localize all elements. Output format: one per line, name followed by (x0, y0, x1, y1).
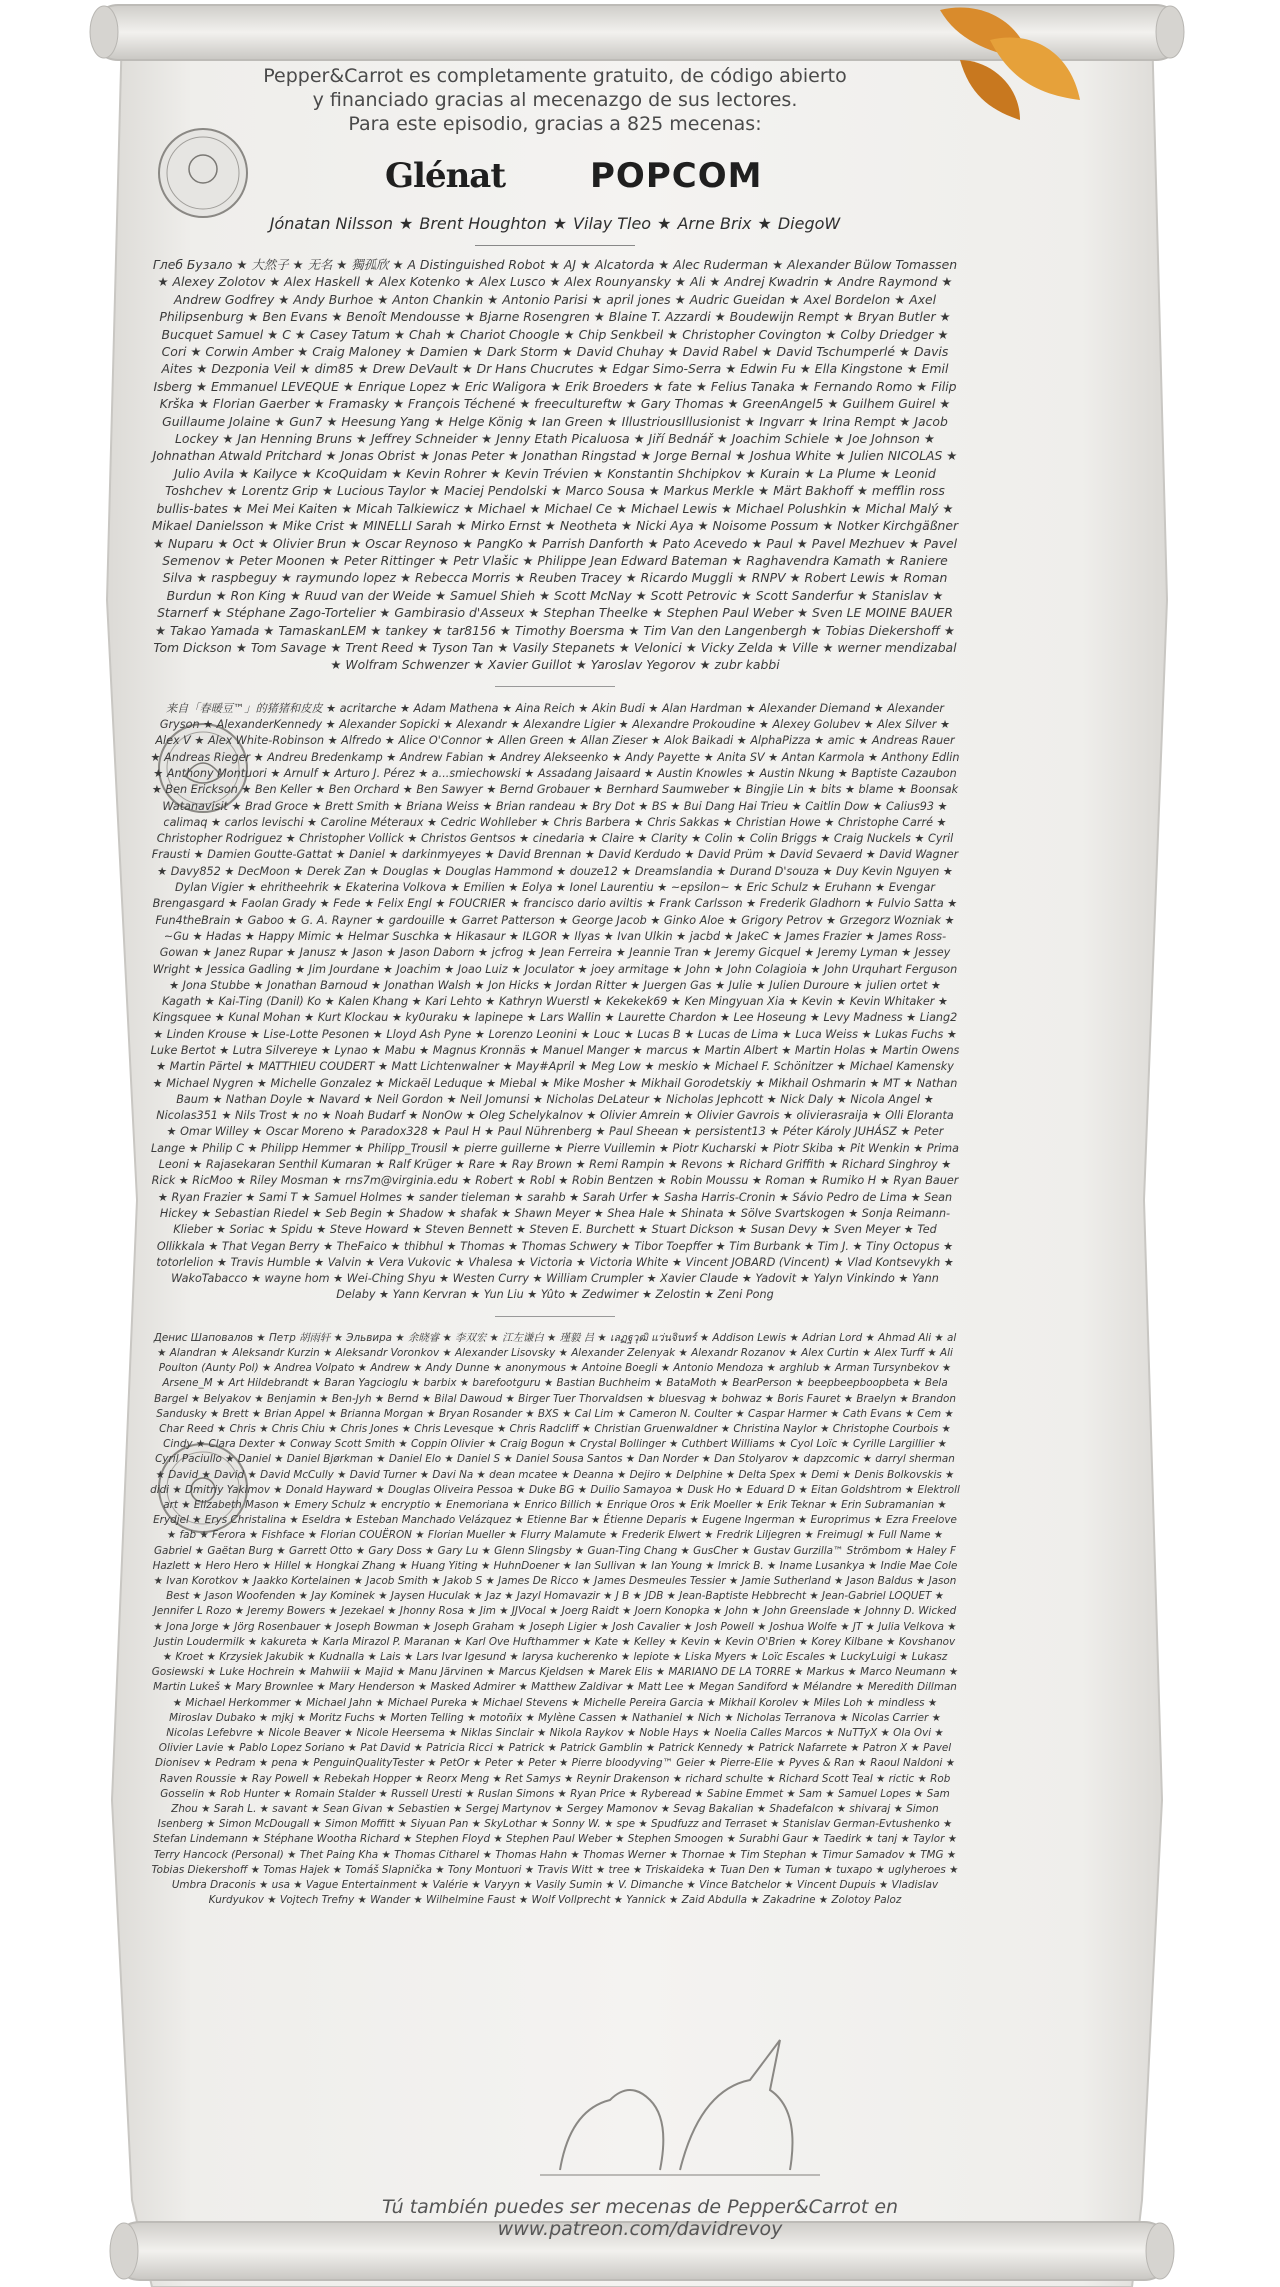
top-patrons: Jónatan Nilsson ★ Brent Houghton ★ Vilay Tleo ★ Arne Brix ★ DiegoW (269, 214, 841, 233)
credits-content (150, 64, 960, 1908)
glenat-logo: Glénat (385, 156, 506, 196)
cat-and-unicorn-sketch (530, 2020, 830, 2190)
top-patron: Jónatan Nilsson (269, 214, 393, 233)
patron-list-tier-3: Денис Шаповалов ★ Петр 胡雨轩 ★ Эльвира ★ 余晓睿 ★ 李双宏 ★ 江左谦白 ★ 瑾毅 吕 ★ เลฏฐวุฒิ แว่นจินทร์ ★ Addison Lewis ★ Adrian Lord ★ Ahmad Ali ★ al ★ Alandran ★ Aleksandr Kurzin ★ Aleksandr Voronkov ★ Alexander Lisovsky ★ Alexander Zelenyak ★ Alexandr Rozanov ★ Alex Curtin ★ Alex Turff ★ Ali Poulton (Aunty Pol) ★ Andrea Volpato ★ Andrew ★ Andy Dunne ★ anonymous ★ Antoine Boegli ★ Antonio Mendoza ★ arghlub ★ Arman Tursynbekov ★ Arsene_M ★ Art Hildebrandt ★ Baran Yagcioglu ★ barbix ★ barefootguru ★ Bastian Buchheim ★ BataMoth ★ BearPerson ★ beepbeepboopbeta ★ Bela Bargel ★ Belyakov ★ Benjamin ★ Ben-Jyh ★ Bernd ★ Bilal Dawoud ★ Birger Tuer Thorvaldsen ★ bluesvag ★ bohwaz ★ Boris Fauret ★ Braelyn ★ Brandon Sandusky ★ Brett ★ Brian Appel ★ Brianna Morgan ★ Bryan Rosander ★ BXS ★ Cal Lim ★ Cameron N. Coulter ★ Caspar Harmer ★ Cath Evans ★ Cem ★ Char Reed ★ Chris ★ Chris Chiu ★ Chris Jones ★ Chris Levesque ★ Chris Radcliff ★ Christian Gruenwaldner ★ Christina Naylor ★ Christophe Courbois ★ Cindy ★ Clara Dexter ★ Conway Scott Smith ★ Coppin Olivier ★ Craig Bogun ★ Crystal Bollinger ★ Cuthbert Williams ★ Cyol Loïc ★ Cyrille Largillier ★ Cyril Paciullo ★ Daniel ★ Daniel Bjørkman ★ Daniel Elo ★ Daniel S ★ Daniel Sousa Santos ★ Dan Norder ★ Dan Stolyarov ★ dapzcomic ★ darryl sherman ★ David ★ David ★ David McCully ★ David Turner ★ Davi Na ★ dean mcatee ★ Deanna ★ Dejiro ★ Delphine ★ Delta Spex ★ Demi ★ Denis Bolkovskis ★ didi ★ Dmitriy Yakimov ★ Donald Hayward ★ Douglas Oliveira Pessoa ★ Duke BG ★ Duilio Samayoa ★ Dusk Ho ★ Eduard D ★ Eitan Goldshtrom ★ Elektroll art ★ Elizabeth Mason ★ Emery Schulz ★ encryptio ★ Enemoriana ★ Enrico Billich ★ Enrique Oros ★ Erik Moeller ★ Erik Teknar ★ Erin Subramanian ★ Erydjel ★ Erys Christalina ★ Eseldra ★ Esteban Manchado Velázquez ★ Etienne Bar ★ Étienne Deparis ★ Eugene Ingerman ★ Europrimus ★ Ezra Freelove ★ fab ★ Ferora ★ Fishface ★ Florian COUËRON ★ Florian Mueller ★ Flurry Malamute ★ Frederik Elwert ★ Fredrik Liljegren ★ Freimugl ★ Full Name ★ Gabriel ★ Gaëtan Burg ★ Garrett Otto ★ Gary Doss ★ Gary Lu ★ Glenn Slingsby ★ Guan-Ting Chang ★ GusCher ★ Gustav Gurzilla™ Strömbom ★ Haley F Hazlett ★ Hero Hero ★ Hillel ★ Hongkai Zhang ★ Huang Yiting ★ HuhnDoener ★ Ian Sullivan ★ Ian Young ★ Imrick B. ★ Iname Lusankya ★ Indie Mae Cole ★ Ivan Korotkov ★ Jaakko Kortelainen ★ Jacob Smith ★ Jakob S ★ James De Ricco ★ James Desmeules Tessier ★ Jamie Sutherland ★ Jason Baldus ★ Jason Best ★ Jason Woofenden ★ Jay Kominek ★ Jaysen Huculak ★ Jaz ★ Jazyl Homavazir ★ J B ★ JDB ★ Jean-Baptiste Hebbrecht ★ Jean-Gabriel LOQUET ★ Jennifer L Rozo ★ Jeremy Bowers ★ Jezekael ★ Jhonny Rosa ★ Jim ★ JJVocal ★ Joerg Raidt ★ Joern Konopka ★ John ★ John Greenslade ★ Johnny D. Wicked ★ Jona Jorge ★ Jörg Rosenbauer ★ Joseph Bowman ★ Joseph Graham ★ Joseph Ligier ★ Josh Cavalier ★ Josh Powell ★ Joshua Wolfe ★ JT ★ Julia Velkova ★ Justin Loudermilk ★ kakureta ★ Karla Mirazol P. Maranan ★ Karl Ove Hufthammer ★ Kate ★ Kelley ★ Kevin ★ Kevin O'Brien ★ Korey Kilbane ★ Kovshanov ★ Kroet ★ Krzysiek Jakubik ★ Kudnalla ★ Lais ★ Lars Ivar Igesund ★ larysa kucherenko ★ lepiote ★ Liska Myers ★ Loïc Escales ★ LuckyLuigi ★ Lukasz Gosiewski ★ Luke Hochrein ★ Mahwiii ★ Majid ★ Manu Järvinen ★ Marcus Kjeldsen ★ Marek Elis ★ MARIANO DE LA TORRE ★ Markus ★ Marco Neumann ★ Martin Lukeš ★ Mary Brownlee ★ Mary Henderson ★ Masked Admirer ★ Matthew Zaldivar ★ Matt Lee ★ Megan Sandiford ★ Mélandre ★ Meredith Dillman ★ Michael Herkommer ★ Michael Jahn ★ Michael Pureka ★ Michael Stevens ★ Michelle Pereira Garcia ★ Mikhail Korolev ★ Miles Loh ★ mindless ★ Miroslav Dubako ★ mjkj ★ Moritz Fuchs ★ Morten Telling ★ motoñix ★ Mylène Cassen ★ Nathaniel ★ Nich ★ Nicholas Terranova ★ Nicolas Carrier ★ Nicolas Lefebvre ★ Nicole Beaver ★ Nicole Heersema ★ Niklas Sinclair ★ Nikola Raykov ★ Noble Hays ★ Noelia Calles Marcos ★ NuTTyX ★ Ola Ovi ★ Olivier Lavie ★ Pablo Lopez Soriano ★ Pat David ★ Patricia Ricci ★ Patrick ★ Patrick Gamblin ★ Patrick Kennedy ★ Patrick Nafarrete ★ Patron X ★ Pavel Dionisev ★ Pedram ★ pena ★ PenguinQualityTester ★ PetOr ★ Peter ★ Peter ★ Pierre bloodyving™ Geier ★ Pierre-Elie ★ Pyves & Ran ★ Raoul Naldoni ★ Raven Roussie ★ Ray Powell ★ Rebekah Hopper ★ Reorx Meng ★ Ret Samys ★ Reynir Drakenson ★ richard schulte ★ Richard Scott Teal ★ rictic ★ Rob Gosselin ★ Rob Hunter ★ Romain Stalder ★ Russell Uresti ★ Ruslan Simons ★ Ryan Price ★ Ryberead ★ Sabine Emmet ★ Sam ★ Samuel Lopes ★ Sam Zhou ★ Sarah L. ★ savant ★ Sean Givan ★ Sebastien ★ Sergej Martynov ★ Sergey Mamonov ★ Sevag Bakalian ★ Shadefalcon ★ shivaraj ★ Simon Isenberg ★ Simon McDougall ★ Simon Moffitt ★ Siyuan Pan ★ SkyLothar ★ Sonny W. ★ spe ★ Spudfuzz and Terraset ★ Stanislav German-Evtushenko ★ Stefan Lindemann ★ Stéphane Wootha Richard ★ Stephen Floyd ★ Stephen Paul Weber ★ Stephen Smoogen ★ Surabhi Gaur ★ Taedirk ★ tanj ★ Taylor ★ Terry Hancock (Personal) ★ Thet Paing Kha ★ Thomas Citharel ★ Thomas Hahn ★ Thomas Werner ★ Thornae ★ Tim Stephan ★ Timur Samadov ★ TMG ★ Tobias Diekershoff ★ Tomas Hajek ★ Tomáš Slapnička ★ Tony Montuori ★ Travis Witt ★ tree ★ Triskaideka ★ Tuan Den ★ Tuman ★ tuxapo ★ uglyheroes ★ Umbra Draconis ★ usa ★ Vague Entertainment ★ Valérie ★ Varyyn ★ Vasily Sumin ★ V. Dimanche ★ Vince Batchelor ★ Vincent Dupuis ★ Vladislav Kurdyukov ★ Vojtech Trefny ★ Wander ★ Wilhelmine Faust ★ Wolf Vollprecht ★ Yannick ★ Zaid Abdulla ★ Zakadrine ★ Zolotoy Paloz (150, 1331, 960, 1907)
patreon-footer: Tú también puedes ser mecenas de Pepper&Carrot en www.patreon.com/davidrevoy (381, 2196, 899, 2240)
top-patron: DiegoW (777, 214, 841, 233)
top-patron: Arne Brix (677, 214, 752, 233)
intro-line-2: y financiado gracias al mecenazgo de sus lectores. (312, 89, 798, 111)
top-patron: Vilay Tleo (573, 214, 652, 233)
divider (495, 1316, 615, 1317)
divider (475, 245, 635, 246)
divider (495, 686, 615, 687)
patron-list-tier-2: 来自「春暖豆™」的猪猪和皮皮 ★ acritarche ★ Adam Mathena ★ Aina Reich ★ Akin Budi ★ Alan Hardman ★ Alexander Diemand ★ Alexander Gryson ★ AlexanderKennedy ★ Alexander Sopicki ★ Alexandr ★ Alexandre Ligier ★ Alexandre Prokoudine ★ Alexey Golubev ★ Alex Silver ★ Alex V ★ Alex White-Robinson ★ Alfredo ★ Alice O'Connor ★ Allen Green ★ Allan Zieser ★ Alok Baikadi ★ AlphaPizza ★ amic ★ Andreas Rauer ★ Andreas Rieger ★ Andreu Bredenkamp ★ Andrew Fabian ★ Andrey Alekseenko ★ Andy Payette ★ Anita SV ★ Antan Karmola ★ Anthony Edlin ★ Anthony Montuori ★ Arnulf ★ Arturo J. Pérez ★ a...smiechowski ★ Assadang Jaisaard ★ Austin Knowles ★ Austin Nkung ★ Baptiste Cazaubon ★ Ben Erickson ★ Ben Keller ★ Ben Orchard ★ Ben Sawyer ★ Bernd Grobauer ★ Bernhard Saumweber ★ Bingjie Lin ★ bits ★ blame ★ Boonsak Watanavisit ★ Brad Groce ★ Brett Smith ★ Briana Weiss ★ Brian randeau ★ Bry Dot ★ BS ★ Bui Dang Hai Trieu ★ Caitlin Dow ★ Calius93 ★ calimaq ★ carlos levischi ★ Caroline Méteraux ★ Cedric Wohlleber ★ Chris Barbera ★ Chris Sakkas ★ Christian Howe ★ Christophe Carré ★ Christopher Rodriguez ★ Christopher Vollick ★ Christos Gentsos ★ cinedaria ★ Claire ★ Clarity ★ Colin ★ Colin Briggs ★ Craig Nuckels ★ Cyril Frausti ★ Damien Goutte-Gattat ★ Daniel ★ darkinmyeyes ★ David Brennan ★ David Kerdudo ★ David Prüm ★ David Sevaerd ★ David Wagner ★ Davy852 ★ DecMoon ★ Derek Zan ★ Douglas ★ Douglas Hammond ★ douze12 ★ Dreamslandia ★ Durand D'souza ★ Duy Kevin Nguyen ★ Dylan Vigier ★ ehritheehrik ★ Ekaterina Volkova ★ Emilien ★ Eolya ★ Ionel Laurentiu ★ ~epsilon~ ★ Eric Schulz ★ Eruhann ★ Evengar Brengasgard ★ Faolan Grady ★ Fede ★ Felix Engl ★ FOUCRIER ★ francisco dario aviltis ★ Frank Carlsson ★ Frederik Gladhorn ★ Fulvio Satta ★ Fun4theBrain ★ Gaboo ★ G. A. Rayner ★ gardouille ★ Garret Patterson ★ George Jacob ★ Ginko Aloe ★ Grigory Petrov ★ Grzegorz Wozniak ★ ~Gu ★ Hadas ★ Happy Mimic ★ Helmar Suschka ★ Hikasaur ★ ILGOR ★ Ilyas ★ Ivan Ulkin ★ jacbd ★ JakeC ★ James Frazier ★ James Ross-Gowan ★ Janez Rupar ★ Janusz ★ Jason ★ Jason Daborn ★ jcfrog ★ Jean Ferreira ★ Jeannie Tran ★ Jeremy Gicquel ★ Jeremy Lyman ★ Jessey Wright ★ Jessica Gadling ★ Jim Jourdane ★ Joachim ★ Joao Luiz ★ Joculator ★ joey armitage ★ John ★ John Colagioia ★ John Urquhart Ferguson ★ Jona Stubbe ★ Jonathan Barnoud ★ Jonathan Walsh ★ Jon Hicks ★ Jordan Ritter ★ Juergen Gas ★ Julie ★ Julien Duroure ★ julien ortet ★ Kagath ★ Kai-Ting (Danil) Ko ★ Kalen Khang ★ Kari Lehto ★ Kathryn Wuerstl ★ Kekekek69 ★ Ken Mingyuan Xia ★ Kevin ★ Kevin Whitaker ★ Kingsquee ★ Kunal Mohan ★ Kurt Klockau ★ ky0uraku ★ lapinepe ★ Lars Wallin ★ Laurette Chardon ★ Lee Hoseung ★ Levy Madness ★ Liang2 ★ Linden Krouse ★ Lise-Lotte Pesonen ★ Lloyd Ash Pyne ★ Lorenzo Leonini ★ Louc ★ Lucas B ★ Lucas de Lima ★ Luca Weiss ★ Lukas Fuchs ★ Luke Bertot ★ Lutra Silvereye ★ Lynao ★ Mabu ★ Magnus Kronnäs ★ Manuel Manger ★ marcus ★ Martin Albert ★ Martin Holas ★ Martin Owens ★ Martin Pärtel ★ MATTHIEU COUDERT ★ Matt Lichtenwalner ★ May#April ★ Meg Low ★ meskio ★ Michael F. Schönitzer ★ Michael Kamensky ★ Michael Nygren ★ Michelle Gonzalez ★ Mickaël Leduque ★ Miebal ★ Mike Mosher ★ Mikhail Gorodetskiy ★ Mikhail Oshmarin ★ MT ★ Nathan Baum ★ Nathan Doyle ★ Navard ★ Neil Gordon ★ Neil Jomunsi ★ Nicholas DeLateur ★ Nicholas Jephcott ★ Nick Daly ★ Nicola Angel ★ Nicolas351 ★ Nils Trost ★ no ★ Noah Budarf ★ NonOw ★ Oleg Schelykalnov ★ Olivier Amrein ★ Olivier Gavrois ★ olivierasraija ★ Olli Eloranta ★ Omar Willey ★ Oscar Moreno ★ Paradox328 ★ Paul H ★ Paul Nührenberg ★ Paul Sheean ★ persistent13 ★ Péter Károly JUHÁSZ ★ Peter Lange ★ Philip C ★ Philipp Hemmer ★ Philipp_Trousil ★ pierre guillerne ★ Pierre Vuillemin ★ Piotr Kucharski ★ Piotr Skiba ★ Pit Wenkin ★ Prima Leoni ★ Rajasekaran Senthil Kumaran ★ Ralf Krüger ★ Rare ★ Ray Brown ★ Remi Rampin ★ Revons ★ Richard Griffith ★ Richard Singhroy ★ Rick ★ RicMoo ★ Riley Mosman ★ rns7m@virginia.edu ★ Robert ★ Robl ★ Robin Bentzen ★ Robin Moussu ★ Roman ★ Rumiko H ★ Ryan Bauer ★ Ryan Frazier ★ Sami T ★ Samuel Holmes ★ sander tieleman ★ sarahb ★ Sarah Urfer ★ Sasha Harris-Cronin ★ Sávio Pedro de Lima ★ Sean Hickey ★ Sebastian Riedel ★ Seb Begin ★ Shadow ★ shafak ★ Shawn Meyer ★ Shea Hale ★ Shinata ★ Sölve Svartskogen ★ Sonja Reimann-Klieber ★ Soriac ★ Spidu ★ Steve Howard ★ Steven Bennett ★ Steven E. Burchett ★ Stuart Dickson ★ Susan Devy ★ Sven Meyer ★ Ted Ollikkala ★ That Vegan Berry ★ TheFaico ★ thibhul ★ Thomas ★ Thomas Schwery ★ Tibor Toepffer ★ Tim Burbank ★ Tim J. ★ Tiny Octopus ★ totorlelion ★ Travis Humble ★ Valvin ★ Vera Vukovic ★ Vhalesa ★ Victoria ★ Victoria White ★ Vincent JOBARD (Vincent) ★ Vlad Kontsevykh ★ WakoTabacco ★ wayne hom ★ Wei-Ching Shyu ★ Westen Curry ★ William Crumpler ★ Xavier Claude ★ Yadovit ★ Yalyn Vinkindo ★ Yann Delaby ★ Yann Kervran ★ Yun Liu ★ Yûto ★ Zedwimer ★ Zelostin ★ Zeni Pong (150, 701, 960, 1302)
sponsor-logos (150, 150, 960, 206)
popcom-logo: POPCOM (590, 156, 763, 196)
intro-line-1: Pepper&Carrot es completamente gratuito, de código abierto (263, 65, 847, 87)
intro-text (150, 64, 960, 136)
top-patron: Brent Houghton (419, 214, 547, 233)
intro-line-3: Para este episodio, gracias a 825 mecenas: (348, 113, 762, 135)
patron-list-tier-1: Глеб Бузало ★ 大然子 ★ 无名 ★ 獨孤欣 ★ A Distinguished Robot ★ AJ ★ Alcatorda ★ Alec Ruderman ★ Alexander Bülow Tomassen ★ Alexey Zolotov ★ Alex Haskell ★ Alex Kotenko ★ Alex Lusco ★ Alex Rounyansky ★ Ali ★ Andrej Kwadrin ★ Andre Raymond ★ Andrew Godfrey ★ Andy Burhoe ★ Anton Chankin ★ Antonio Parisi ★ april jones ★ Audric Gueidan ★ Axel Bordelon ★ Axel Philipsenburg ★ Ben Evans ★ Benoît Mendousse ★ Bjarne Rosengren ★ Blaine T. Azzardi ★ Boudewijn Rempt ★ Bryan Butler ★ Bucquet Samuel ★ C ★ Casey Tatum ★ Chah ★ Chariot Choogle ★ Chip Senkbeil ★ Christopher Covington ★ Colby Driedger ★ Cori ★ Corwin Amber ★ Craig Maloney ★ Damien ★ Dark Storm ★ David Chuhay ★ David Rabel ★ David Tschumperlé ★ Davis Aites ★ Dezponia Veil ★ dim85 ★ Drew DeVault ★ Dr Hans Chucrutes ★ Edgar Simo-Serra ★ Edwin Fu ★ Ella Kingstone ★ Emil Isberg ★ Emmanuel LEVEQUE ★ Enrique Lopez ★ Eric Waligora ★ Erik Broeders ★ fate ★ Felius Tanaka ★ Fernando Romo ★ Filip Krška ★ Florian Gaerber ★ Framasky ★ François Téchené ★ freecultureftw ★ Gary Thomas ★ GreenAngel5 ★ Guilhem Guirel ★ Guillaume Jolaine ★ Gun7 ★ Heesung Yang ★ Helge König ★ Ian Green ★ IllustriousIllusionist ★ Ingvarr ★ Irina Rempt ★ Jacob Lockey ★ Jan Henning Bruns ★ Jeffrey Schneider ★ Jenny Etath Picaluosa ★ Jiří Bednář ★ Joachim Schiele ★ Joe Johnson ★ Johnathan Atwald Pritchard ★ Jonas Obrist ★ Jonas Peter ★ Jonathan Ringstad ★ Jorge Bernal ★ Joshua White ★ Julien NICOLAS ★ Julio Avila ★ Kailyce ★ KcoQuidam ★ Kevin Rohrer ★ Kevin Trévien ★ Konstantin Shchipkov ★ Kurain ★ La Plume ★ Leonid Toshchev ★ Lorentz Grip ★ Lucious Taylor ★ Maciej Pendolski ★ Marco Sousa ★ Markus Merkle ★ Märt Bakhoff ★ mefflin ross bullis-bates ★ Mei Mei Kaiten ★ Micah Talkiewicz ★ Michael ★ Michael Ce ★ Michael Lewis ★ Michael Polushkin ★ Michal Malý ★ Mikael Danielsson ★ Mike Crist ★ MINELLI Sarah ★ Mirko Ernst ★ Neotheta ★ Nicki Aya ★ Noisome Possum ★ Notker Kirchgäßner ★ Nuparu ★ Oct ★ Olivier Brun ★ Oscar Reynoso ★ PangKo ★ Parrish Danforth ★ Pato Acevedo ★ Paul ★ Pavel Mezhuev ★ Pavel Semenov ★ Peter Moonen ★ Peter Rittinger ★ Petr Vlašic ★ Philippe Jean Edward Bateman ★ Raghavendra Kamath ★ Raniere Silva ★ raspbeguy ★ raymundo lopez ★ Rebecca Morris ★ Reuben Tracey ★ Ricardo Muggli ★ RNPV ★ Robert Lewis ★ Roman Burdun ★ Ron King ★ Ruud van der Weide ★ Samuel Shieh ★ Scott McNay ★ Scott Petrovic ★ Scott Sanderfur ★ Stanislav ★ Starnerf ★ Stéphane Zago-Tortelier ★ Gambirasio d'Asseux ★ Stephan Theelke ★ Stephen Paul Weber ★ Sven LE MOINE BAUER ★ Takao Yamada ★ TamaskanLEM ★ tankey ★ tar8156 ★ Timothy Boersma ★ Tim Van den Langenbergh ★ Tobias Diekershoff ★ Tom Dickson ★ Tom Savage ★ Trent Reed ★ Tyson Tan ★ Vasily Stepanets ★ Velonici ★ Vicky Zelda ★ Ville ★ werner mendizabal ★ Wolfram Schwenzer ★ Xavier Guillot ★ Yaroslav Yegorov ★ zubr kabbi (151, 257, 959, 673)
